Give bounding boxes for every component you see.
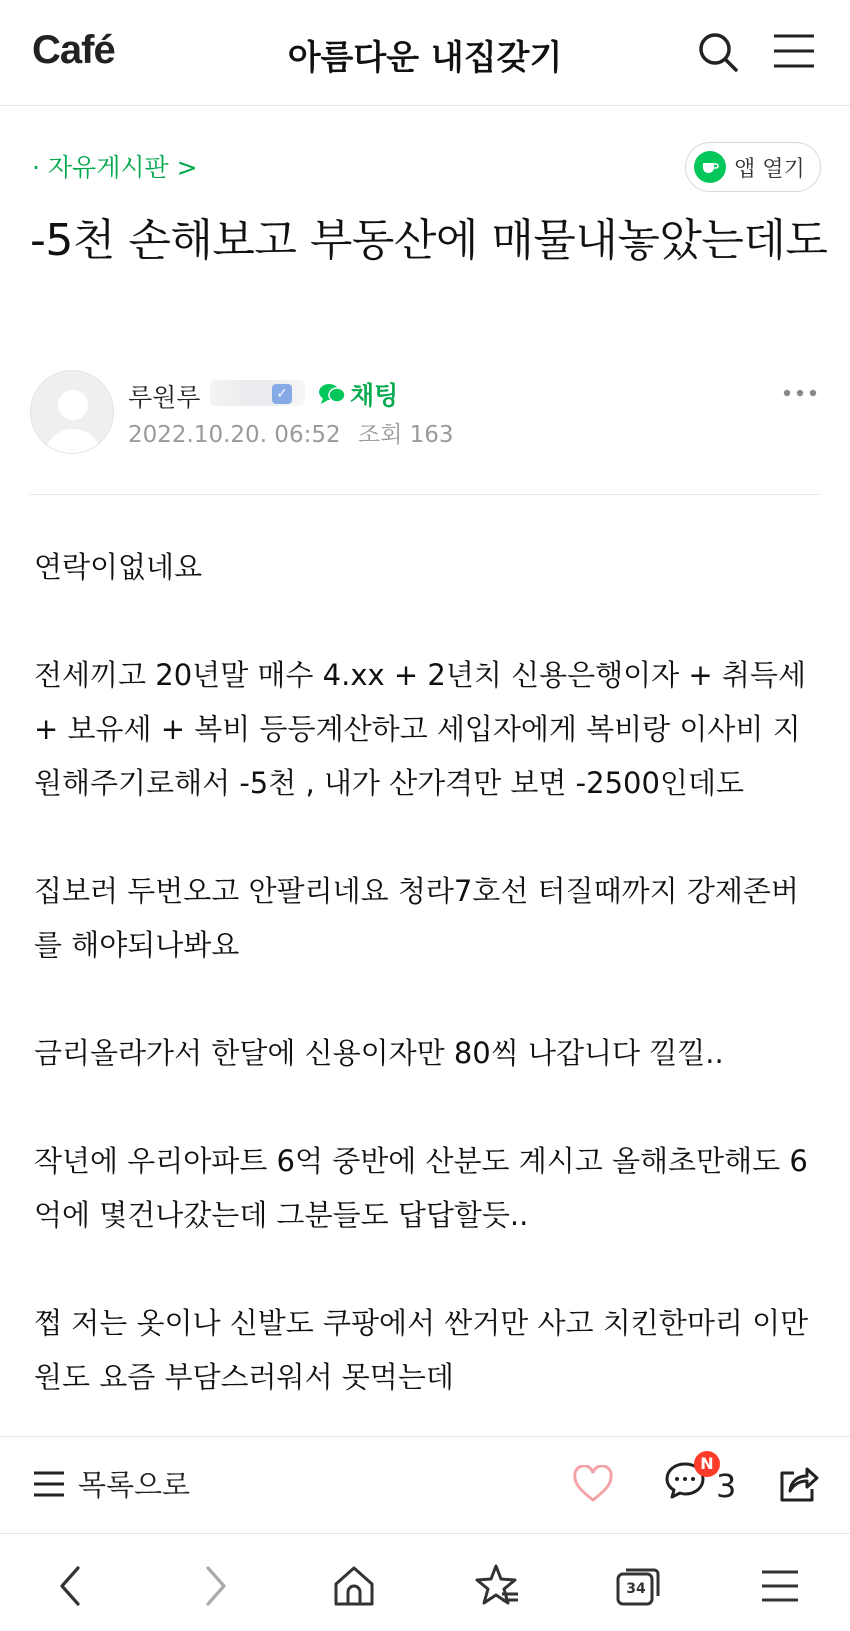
cafe-name[interactable]: 아름다운 내집갖기 <box>287 38 563 78</box>
member-level-icon: ✓ <box>272 384 292 404</box>
new-comment-badge: N <box>694 1451 720 1477</box>
divider <box>30 494 820 495</box>
post-paragraph: 작년에 우리아파트 6억 중반에 산분도 계시고 올해초만해도 6억에 몇건나갔는데 그분들도 답답할듯.. <box>34 1144 808 1232</box>
cafe-logo-text: Café <box>32 28 115 72</box>
post-paragraph: 쩝 저는 옷이나 신발도 쿠팡에서 싼거만 사고 치킨한마리 이만원도 요즘 부담스러워서 못먹는데 <box>34 1306 809 1394</box>
post-paragraph: 금리올라가서 한달에 신용이자만 80씩 나갑니다 낄낄.. <box>34 1036 724 1070</box>
more-options-icon[interactable] <box>782 378 818 408</box>
back-to-list-button[interactable] <box>32 1463 190 1504</box>
tabs-count: 34 <box>626 1581 646 1597</box>
avatar[interactable] <box>30 370 114 454</box>
chat-button[interactable] <box>318 376 398 412</box>
post-paragraph: 연락이없네요 <box>34 550 203 584</box>
heart-icon[interactable] <box>572 1465 614 1503</box>
browser-menu-icon[interactable] <box>756 1562 804 1610</box>
list-label: 목록으로 <box>78 1468 191 1502</box>
post-action-bar <box>0 1436 850 1534</box>
list-icon <box>32 1469 66 1499</box>
menu-icon[interactable] <box>772 30 816 74</box>
cafe-app-icon <box>694 151 726 183</box>
post-meta <box>128 416 454 449</box>
post-paragraph: 전세끼고 20년말 매수 4.xx + 2년치 신용은행이자 + 취득세 + 보유세 + 복비 등등계산하고 세입자에게 복비랑 이사비 지원해주기로해서 -5천 , 내가 산가격만 보면 -2500인데도 <box>34 658 806 800</box>
app-open-label: 앱 열기 <box>734 156 805 182</box>
back-arrow-icon[interactable] <box>48 1562 96 1610</box>
search-icon[interactable] <box>696 30 740 74</box>
share-icon[interactable] <box>778 1463 820 1503</box>
post-paragraph: 집보러 두번오고 안팔리네요 청라7호선 터질때까지 강제존버를 해야되나봐요 <box>34 874 799 962</box>
board-link[interactable]: · 자유게시판 > <box>32 153 198 182</box>
author-name[interactable]: 루원루 <box>128 383 201 412</box>
chat-icon <box>318 382 346 406</box>
bookmark-star-icon[interactable] <box>472 1562 520 1610</box>
comment-count[interactable]: 3 <box>716 1467 737 1505</box>
default-avatar-icon <box>31 371 114 454</box>
home-icon[interactable] <box>330 1562 378 1610</box>
view-count: 조회 163 <box>357 422 454 448</box>
chat-label: 채팅 <box>350 381 399 410</box>
post-content <box>34 540 824 1458</box>
cafe-header <box>0 0 850 106</box>
post-title: -5천 손해보고 부동산에 매물내놓았는데도 <box>30 215 828 266</box>
tabs-button[interactable] <box>614 1562 662 1610</box>
forward-arrow-icon[interactable] <box>190 1562 238 1610</box>
browser-navigation-bar <box>0 1534 850 1631</box>
post-date: 2022.10.20. 06:52 <box>128 422 341 448</box>
app-open-button[interactable] <box>685 142 821 192</box>
